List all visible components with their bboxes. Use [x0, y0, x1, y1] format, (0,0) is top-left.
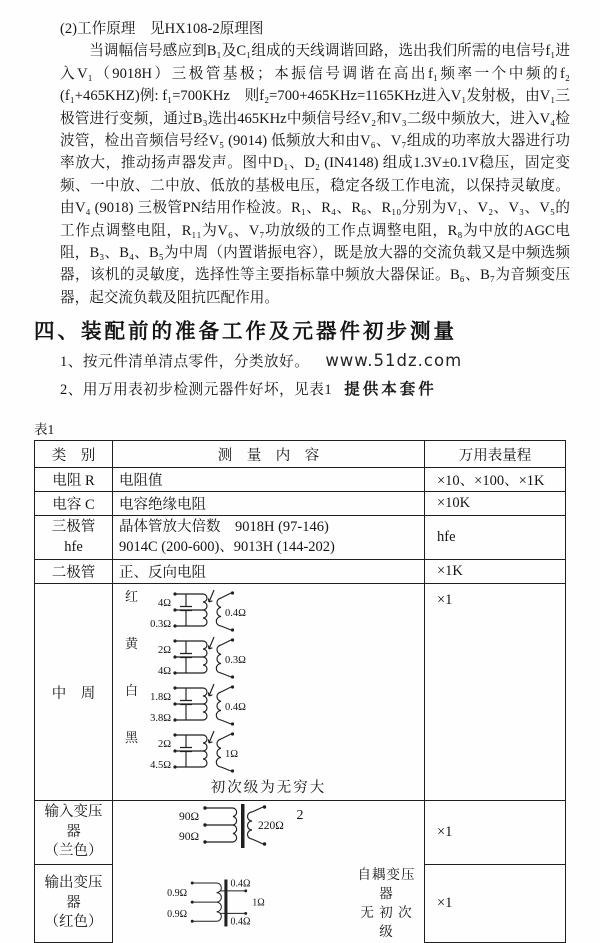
output-primary-top-ohms: 0.9Ω	[167, 888, 188, 900]
transistor-content-line1: 晶体管放大倍数 9018H (97-146)	[119, 519, 329, 536]
if-red-color-label: 红	[125, 589, 139, 605]
page-number: 2	[296, 808, 304, 823]
output-secondary-mid-ohms: 1Ω	[252, 897, 265, 909]
working-principle-title: (2)工作原理 见HX108-2原理图	[60, 21, 264, 37]
if-red-primary-top-ohms: 4Ω	[157, 598, 171, 610]
if-yellow-primary-bottom-ohms: 4Ω	[157, 666, 171, 678]
table-row-capacitor	[35, 492, 566, 516]
if-yellow-color-label: 黄	[125, 636, 139, 652]
diode-category: 二极管	[35, 560, 113, 584]
if-white-secondary-ohms: 0.4Ω	[225, 702, 246, 714]
output-transformer-category-line1: 输出变压器	[44, 875, 103, 911]
resistor-category: 电阻 R	[35, 468, 113, 492]
if-transformer-white-diagram	[123, 682, 273, 728]
output-secondary-top-ohms: 0.4Ω	[230, 878, 251, 890]
output-primary-bottom-ohms: 0.9Ω	[167, 909, 188, 921]
watermark-kit: 提供本套件	[344, 379, 437, 398]
input-primary-bottom-ohms: 90Ω	[178, 831, 199, 844]
transistor-content-line2: 9014C (200-600)、9013H (144-202)	[119, 538, 335, 555]
resistor-range: ×10、×100、×1K	[425, 468, 566, 492]
if-white-color-label: 白	[125, 683, 139, 699]
output-transformer-note-line1: 自耦变压器	[357, 867, 416, 902]
header-range: 万用表量程	[425, 441, 566, 468]
if-yellow-secondary-ohms: 0.3Ω	[225, 655, 246, 667]
if-red-primary-bottom-ohms: 0.3Ω	[150, 619, 171, 631]
watermark-url: www.51dz.com	[325, 351, 463, 371]
output-transformer-category	[35, 864, 113, 942]
if-content-cell	[113, 584, 425, 801]
header-content: 测 量 内 容	[113, 441, 425, 468]
input-primary-top-ohms: 90Ω	[178, 811, 199, 824]
if-diagram-caption: 初次级为无穷大	[210, 780, 327, 797]
header-category: 类 别	[35, 441, 113, 468]
table-row-resistor	[35, 468, 566, 492]
resistor-content: 电阻值	[113, 468, 425, 492]
if-white-primary-bottom-ohms: 3.8Ω	[150, 713, 171, 725]
output-transformer-category-line2: （红色）	[44, 914, 103, 931]
if-black-primary-top-ohms: 2Ω	[157, 739, 171, 751]
input-transformer-range: ×1	[425, 801, 566, 865]
diode-range: ×1K	[425, 560, 566, 584]
output-transformer-note-line2: 无 初 次 级	[360, 905, 413, 940]
if-yellow-primary-top-ohms: 2Ω	[157, 645, 171, 657]
if-red-secondary-ohms: 0.4Ω	[225, 608, 246, 620]
list-item-2-text: 2、用万用表初步检测元器件好坏，见表1	[60, 381, 333, 398]
measurement-table	[34, 440, 566, 943]
input-secondary-ohms: 220Ω	[258, 820, 284, 833]
transistor-range: hfe	[425, 516, 566, 560]
transistor-content	[113, 516, 425, 560]
if-black-color-label: 黑	[125, 730, 139, 746]
if-black-secondary-ohms: 1Ω	[225, 749, 239, 761]
working-principle-paragraph: 当调幅信号感应到B₁及C₁组成的天线调谐回路，选出我们所需的电信号f₁进入V₁（9018H）三极管基极；本振信号调谐在高出f₁频率一个中频的f₂ (f₁+465KHZ)例: f₁=700KHz 则f₂=700+465KHz=1165KHz进入V₁发射极，由V₁三极管进行变频，通过B₃选出465KHz中频信号经V₂和V₃二级中频放大，进入V₄检波管，检出音频信号经V₅ (9014) 低频放大和由V₆、V₇组成的功率放大器进行功率放大，推动扬声器发声。图中D₁、D₂ (IN4148) 组成1.3V±0.1V稳压，固定变频、一中放、二中放、低放的基极电压，稳定各级工作电流，以保持灵敏度。由V₄ (9018) 三极管PN结用作检波。R₁、R₄、R₆、R₁₀分别为V₁、V₂、V₃、V₅的工作点调整电阻，R₁₁为V₆、V₇功放级的工作点调整电阻，R₈为中放的AGC电阻，B₃、B₄、B₅为中周（内置谐振电容），既是放大器的交流负载又是中频选频器，该机的灵敏度，选择性等主要指标靠中频放大器保证。B₆、B₇为音频变压器，起交流负载及阻抗匹配作用。	[60, 43, 570, 306]
transistor-category-line1: 三极管	[51, 519, 96, 536]
if-category: 中 周	[35, 584, 113, 801]
if-diagram-grid	[119, 585, 418, 776]
list-item-1-text: 1、按元件清单清点零件，分类放好。	[60, 354, 310, 371]
transistor-category-line2: hfe	[64, 538, 83, 555]
list-item-2	[60, 376, 570, 404]
output-transformer-diagram	[147, 875, 321, 931]
input-transformer-category-line1: 输入变压器	[44, 804, 103, 840]
output-transformer-note	[355, 865, 418, 941]
input-transformer-category-line2: （兰色）	[44, 843, 103, 860]
table-caption: 表1	[34, 422, 55, 438]
if-white-primary-top-ohms: 1.8Ω	[150, 692, 171, 704]
transistor-category	[35, 516, 113, 560]
output-transformer-range: ×1	[425, 864, 566, 942]
table-row-if-transformer	[35, 584, 566, 801]
output-transformer-content-cell	[113, 864, 424, 942]
if-range: ×1	[425, 584, 566, 801]
table-row-output-transformer	[35, 864, 566, 942]
if-transformer-yellow-diagram	[123, 635, 273, 681]
if-transformer-red-diagram	[123, 588, 273, 634]
table-row-transistor	[35, 516, 566, 560]
capacitor-content: 电容绝缘电阻	[113, 492, 425, 516]
capacitor-range: ×10K	[425, 492, 566, 516]
section-heading: 四、装配前的准备工作及元器件初步测量	[34, 321, 457, 344]
diode-content: 正、反向电阻	[113, 560, 425, 584]
if-black-primary-bottom-ohms: 4.5Ω	[150, 760, 171, 772]
table-header-row	[35, 441, 566, 468]
capacitor-category: 电容 C	[35, 492, 113, 516]
working-principle-section	[60, 18, 570, 309]
output-secondary-bottom-ohms: 0.4Ω	[230, 917, 251, 929]
table-row-diode	[35, 560, 566, 584]
list-item-1	[60, 348, 570, 376]
if-transformer-black-diagram	[123, 729, 273, 775]
